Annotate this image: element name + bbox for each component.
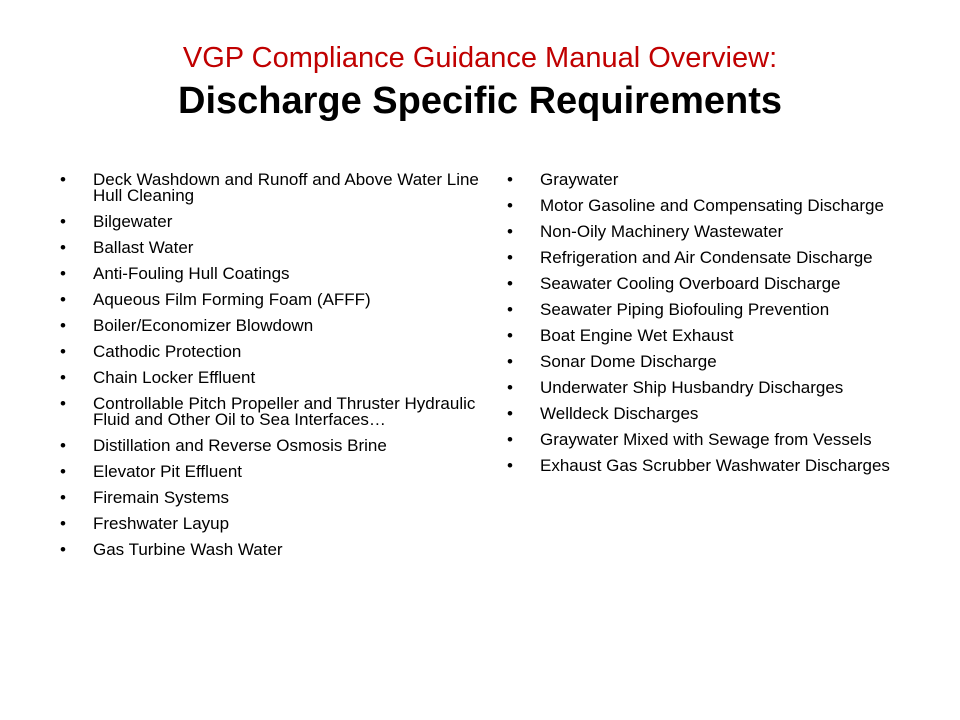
bullet-icon: • — [60, 394, 66, 413]
bullet-icon: • — [507, 456, 513, 475]
list-item-text: Graywater Mixed with Sewage from Vessels — [540, 430, 872, 449]
list-item-text: Firemain Systems — [93, 488, 230, 507]
bullet-icon: • — [60, 462, 66, 481]
list-item-text: Boat Engine Wet Exhaust — [540, 326, 734, 345]
list-item — [60, 172, 480, 204]
bullet-icon: • — [60, 540, 66, 559]
left-bullet-list — [60, 172, 480, 568]
list-item — [507, 406, 907, 422]
bullet-icon: • — [507, 326, 513, 345]
list-item — [60, 240, 480, 256]
bullet-icon: • — [60, 212, 66, 231]
bullet-icon: • — [507, 404, 513, 423]
bullet-icon: • — [507, 222, 513, 241]
list-item — [507, 172, 907, 188]
list-item — [507, 276, 907, 292]
list-item — [60, 438, 480, 454]
list-item-text: Seawater Piping Biofouling Prevention — [540, 300, 830, 319]
list-item — [60, 370, 480, 386]
list-item — [507, 354, 907, 370]
title-line-overview: VGP Compliance Guidance Manual Overview: — [182, 42, 778, 74]
bullet-icon: • — [507, 352, 513, 371]
bullet-icon: • — [507, 196, 513, 215]
bullet-icon: • — [60, 514, 66, 533]
list-item-text: Elevator Pit Effluent — [93, 462, 242, 481]
bullet-icon: • — [507, 430, 513, 449]
bullet-icon: • — [507, 274, 513, 293]
bullet-icon: • — [60, 368, 66, 387]
list-item-text: Controllable Pitch Propeller and Thruster Hydraulic Fluid and Other Oil to Sea Interfaces… — [93, 394, 476, 429]
bullet-icon: • — [60, 238, 66, 257]
list-item — [60, 490, 480, 506]
list-item-text: Freshwater Layup — [93, 514, 230, 533]
list-item-text: Chain Locker Effluent — [93, 368, 256, 387]
list-item-text: Welldeck Discharges — [540, 404, 699, 423]
list-item — [60, 292, 480, 308]
bullet-icon: • — [507, 378, 513, 397]
list-item-text: Underwater Ship Husbandry Discharges — [540, 378, 844, 397]
list-item-text: Refrigeration and Air Condensate Discharge — [540, 248, 873, 267]
list-item — [60, 266, 480, 282]
list-item — [507, 198, 907, 214]
list-item — [507, 458, 907, 474]
slide-title — [60, 40, 900, 124]
right-bullet-list — [507, 172, 907, 484]
list-item-text: Anti-Fouling Hull Coatings — [93, 264, 290, 283]
list-item-text: Distillation and Reverse Osmosis Brine — [93, 436, 387, 455]
list-item — [507, 224, 907, 240]
list-item — [60, 214, 480, 230]
bullet-icon: • — [60, 488, 66, 507]
bullet-icon: • — [60, 170, 66, 189]
list-item-text: Gas Turbine Wash Water — [93, 540, 283, 559]
list-item-text: Exhaust Gas Scrubber Washwater Discharges — [540, 456, 890, 475]
list-item — [60, 464, 480, 480]
list-item-text: Ballast Water — [93, 238, 194, 257]
list-item-text: Bilgewater — [93, 212, 173, 231]
bullet-icon: • — [507, 170, 513, 189]
bullet-icon: • — [507, 300, 513, 319]
list-item — [60, 516, 480, 532]
bullet-icon: • — [60, 436, 66, 455]
list-item — [60, 344, 480, 360]
bullet-icon: • — [60, 342, 66, 361]
list-item — [60, 318, 480, 334]
bullet-icon: • — [60, 264, 66, 283]
bullet-icon: • — [507, 248, 513, 267]
list-item-text: Aqueous Film Forming Foam (AFFF) — [93, 290, 371, 309]
list-item-text: Non-Oily Machinery Wastewater — [540, 222, 784, 241]
list-item-text: Boiler/Economizer Blowdown — [93, 316, 314, 335]
list-item — [507, 328, 907, 344]
bullet-icon: • — [60, 316, 66, 335]
list-item — [60, 542, 480, 558]
bullet-icon: • — [60, 290, 66, 309]
list-item-text: Motor Gasoline and Compensating Discharge — [540, 196, 884, 215]
list-item — [507, 250, 907, 266]
list-item-text: Deck Washdown and Runoff and Above Water Line Hull Cleaning — [93, 170, 479, 205]
list-item-text: Sonar Dome Discharge — [540, 352, 717, 371]
list-item-text: Graywater — [540, 170, 619, 189]
list-item — [60, 396, 480, 428]
list-item — [507, 432, 907, 448]
list-item — [507, 380, 907, 396]
list-item — [507, 302, 907, 318]
list-item-text: Seawater Cooling Overboard Discharge — [540, 274, 841, 293]
title-line-heading: Discharge Specific Requirements — [178, 80, 782, 122]
list-item-text: Cathodic Protection — [93, 342, 242, 361]
